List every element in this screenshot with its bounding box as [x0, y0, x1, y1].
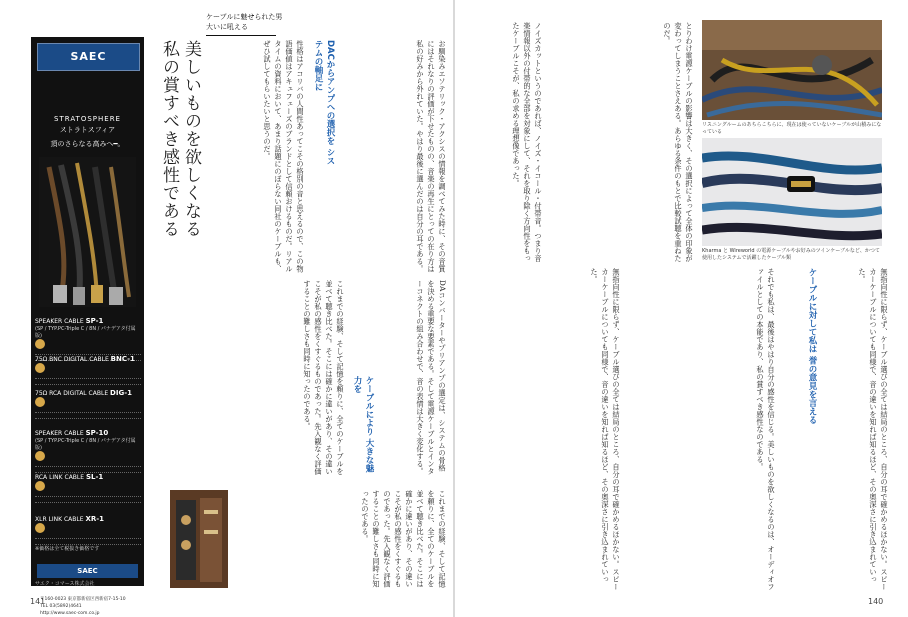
right-lower-text-c: 無指向性に限らず、ケーブル選びの全ては結局のところ、自分の耳で確かめるほかない。スピーカーケーブルについても同様で、音の違いを知れば知るほど、その奥深さに引き込まれていった。: [858, 268, 889, 591]
ad-address: 〒160-0023 東京都新宿区西新宿7-15-10: [40, 597, 126, 602]
article-headline: 美しいものを欲しくなる 私の賞すべき感性である: [159, 40, 201, 238]
ad-catchphrase: 頂のさらなる高みへ━。: [50, 140, 125, 148]
award-badge-icon: [35, 481, 45, 491]
column-header: [206, 12, 282, 36]
award-badge-icon: [35, 363, 45, 373]
award-badge-icon: [35, 397, 45, 407]
saec-logo: SAEC: [37, 43, 140, 71]
ad-product-3: 75Ω RCA DIGITAL CABLE DIG-1: [35, 389, 141, 419]
right-upper-text-b: とりわけ電源ケーブルの影響は大きく、その選択によって全体の印象が変わってしまうことさえある。あらゆる条件のもとで比較試聴を重ねたのだ。: [663, 22, 694, 262]
header-line-1: ケーブルに魅せられた男: [206, 13, 283, 21]
ad-product-4: SPEAKER CABLE SP-10 (SP / TYP.PC-Triple C / 8N / パナデアタ付属版): [35, 429, 141, 473]
middle-photo-caption: Kharma と Wireworld の電源ケーブルやお好みのツインケーブルなど、かつて使用したシステムで活躍したケーブル類: [702, 248, 880, 261]
ad-company-name: サエク・コマース株式会社: [35, 581, 95, 587]
ad-url: http://www.saec-com.co.jp: [40, 611, 100, 616]
page-number-right: 140: [868, 597, 884, 606]
ad-series-name: STRATOSPHERE: [54, 115, 121, 123]
power-cable-photo: [702, 138, 882, 246]
left-lower-text-a: これまでの経験、そして記憶を頼りに、全てのケーブルを並べて聴き比べた。そこには確かに違いがあり、その違いこそが私の感性をくすぐるものであった。先入観なく評価することの難しさも同時に知ったのである。: [303, 280, 345, 475]
ad-contact-block: [40, 596, 150, 617]
ad-product-5: RCA LINK CABLE SL-1: [35, 473, 141, 503]
saec-bottom-logo: SAEC: [37, 564, 138, 578]
ad-company-info: [35, 580, 141, 587]
subhead-cable: ケーブルに対して私は 誉の意見を言える: [807, 268, 817, 424]
award-badge-icon: [35, 339, 45, 349]
page-number-left: 141: [30, 597, 46, 606]
ad-product-2: 75Ω BNC DIGITAL CABLE BNC-1: [35, 355, 141, 385]
page-gutter: [453, 0, 455, 617]
right-lower-text-a: 無指向性に限らず、ケーブル選びの全ては結局のところ、自分の耳で確かめるほかない。スピーカーケーブルについても同様で、音の違いを知れば知るほど、その奥深さに引き込まれていった。: [590, 268, 621, 591]
cable-product-photo: [39, 157, 136, 307]
saec-advertisement: [31, 37, 144, 586]
award-badge-icon: [35, 451, 45, 461]
ad-price-note: ※価格は全て税抜き価格です: [35, 546, 100, 552]
left-upper-text-b: お馴染みエソテリック・アクシスの情報を調べてみた時に、その音質にはそれなりの評価が下せたものの、音楽の再生にとっての在り方は私の好みから外れていた。やはり最後に選んだのは自分の耳である。: [416, 40, 447, 273]
left-lower-text-b: DAコンバーターやプリアンプの選定は、システムの骨格を決める重要な要素である。そして電源ケーブルとインターコネクトの組み合わせで、音の表情は大きく変化する。: [416, 280, 447, 475]
award-badge-icon: [35, 523, 45, 533]
ad-product-1: SPEAKER CABLE SP-1 (SP / TYP.PC-Triple C / 8N / パナデアタ付属版): [35, 317, 141, 361]
subhead-dac: DACからアンプへの選択を システムの軸足に: [313, 40, 335, 165]
right-upper-text-a: ノイズカットというのであれば、ノイズ・イコール・付帯音。つまり音楽情報以外の付帯的な全部を対象にして、それを取り除く方向性をもったケーブルこそが、私の求める理想像であった。: [512, 22, 543, 262]
right-lower-text-b: それでも私は、最後はやはり自分の感性を信じる。美しいものを欲しくなるのは、オーディオファイルとしての本能であり、私の賞すべき感性なのである。: [756, 268, 776, 591]
subhead-lower-left: ケーブルにより 大きな魅力を: [352, 376, 374, 473]
amplifier-photo: [170, 490, 228, 588]
ad-series-kana: ストラトスフィア: [59, 126, 116, 134]
header-rule: [206, 35, 276, 36]
ad-phone: TEL 03(5892)4641: [40, 604, 82, 609]
ad-product-6: XLR LINK CABLE XR-1 ※価格は全て税抜き価格です: [35, 515, 141, 552]
left-upper-text-a: 性格はアコリバの人間性あってこその格別の音と思えるので、この物語価値はアキュフェーズのブランドとして信頼おけるものだ。リアルタイムの資料において、あまり話題にのぼらない同社のケーブルも、ぜひ試してもらいたいと思うのだ。: [263, 40, 305, 273]
top-photo-caption: リスニングルームのあちらこちらに、現在は使っていないケーブルが山積みになっている: [702, 122, 882, 135]
header-line-2: 大いに吼える: [206, 23, 248, 31]
cable-pile-photo: [702, 20, 882, 120]
left-bottom-text: これまでの経験、そして記憶を頼りに、全てのケーブルを並べて聴き比べた。そこには確かに違いがあり、その違いこそが私の感性をくすぐるものであった。先入観なく評価することの難しさも同時に知ったのである。: [361, 490, 447, 588]
